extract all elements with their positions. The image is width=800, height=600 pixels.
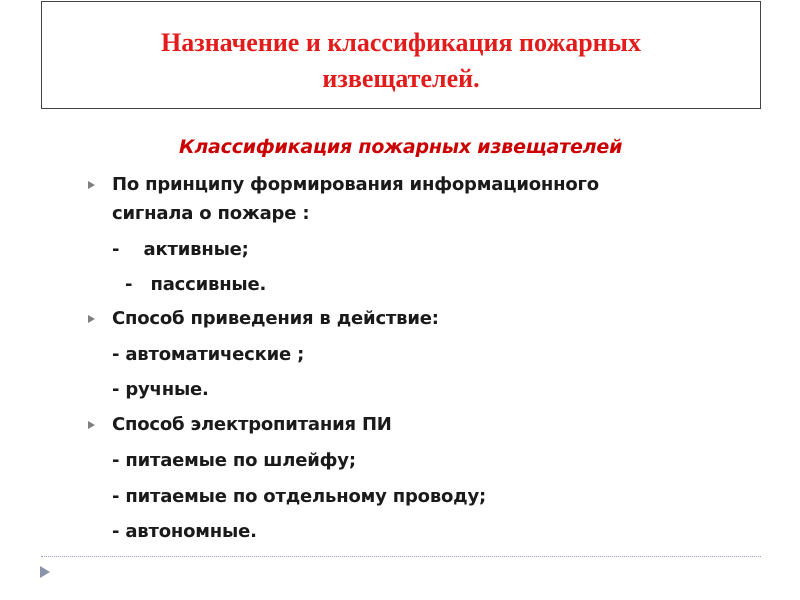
list-item: - ручные. [112,379,209,400]
triangle-bullet-icon [88,181,95,189]
section-heading: Способ приведения в действие: [112,308,439,329]
list-item: - автоматические ; [112,344,305,365]
list-item: - питаемые по шлейфу; [112,450,356,471]
triangle-bullet-icon [88,421,95,429]
slide-title: Назначение и классификация пожарных извещателей. [161,28,641,93]
list-item: - питаемые по отдельному проводу; [112,486,487,507]
triangle-bullet-icon [88,315,95,323]
section-heading-continued: сигнала о пожаре : [112,203,310,224]
footer-divider [41,556,761,557]
list-item: - пассивные. [125,274,267,295]
list-item: - активные; [112,239,249,260]
next-slide-arrow-icon[interactable] [40,566,50,578]
slide-subtitle: Классификация пожарных извещателей [179,136,623,158]
section-heading: Способ электропитания ПИ [112,414,392,435]
list-item: - автономные. [112,521,257,542]
section-heading: По принципу формирования информационного [112,174,599,195]
